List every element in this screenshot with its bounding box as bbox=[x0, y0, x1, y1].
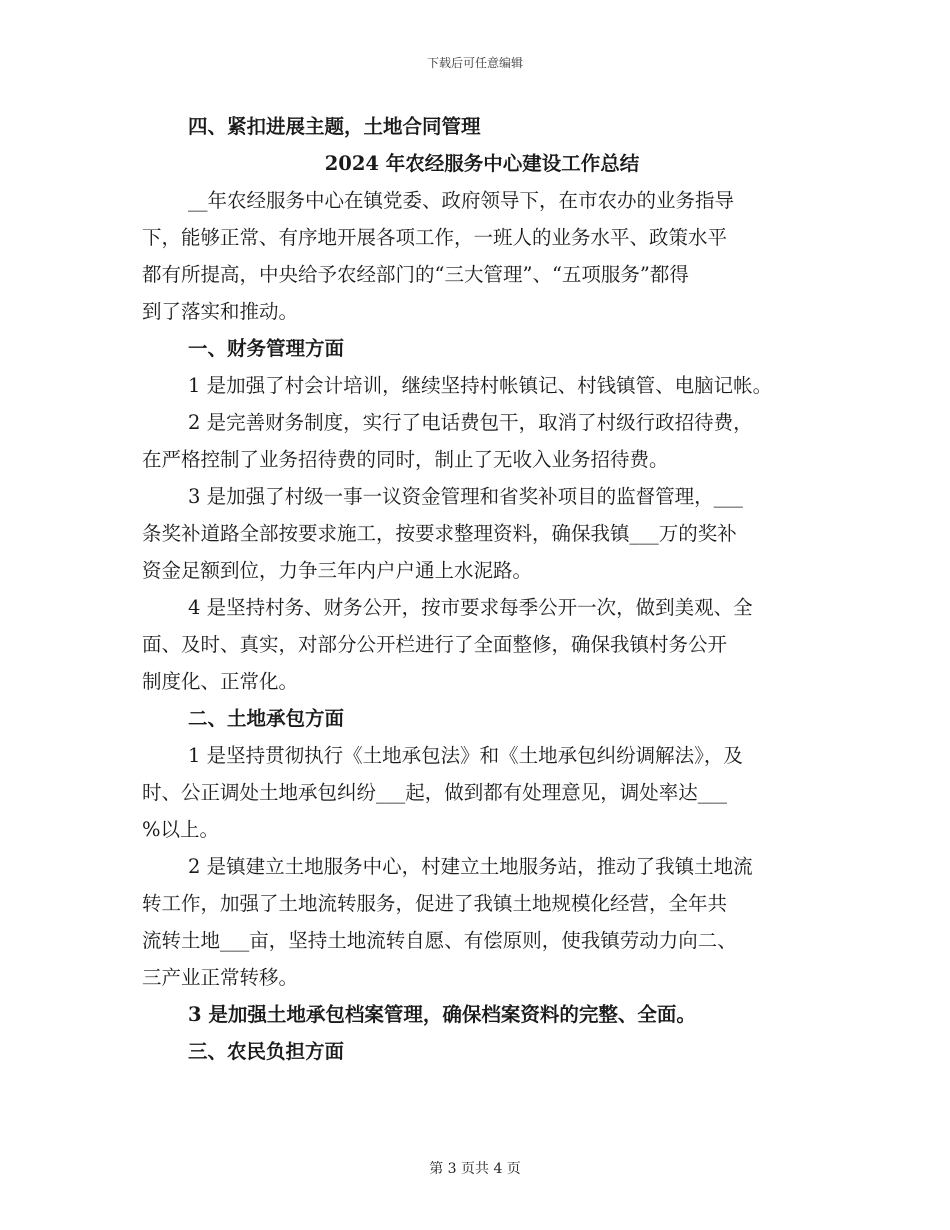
paragraph-line: 2 是完善财务制度，实行了电话费包干，取消了村级行政招待费， bbox=[188, 411, 753, 434]
document-title: 2024 年农经服务中心建设工作总结 bbox=[324, 152, 640, 175]
paragraph-line: 4 是坚持村务、财务公开，按市要求每季公开一次，做到美观、全 bbox=[188, 596, 753, 619]
paragraph-line: 在严格控制了业务招待费的同时，制止了无收入业务招待费。 bbox=[142, 448, 669, 471]
section-heading: 二、土地承包方面 bbox=[188, 707, 345, 730]
section-heading: 三、农民负担方面 bbox=[188, 1040, 345, 1063]
paragraph-line: __年农经服务中心在镇党委、政府领导下，在市农办的业务指导 bbox=[188, 189, 735, 212]
paragraph-line: 1 是坚持贯彻执行《土地承包法》和《土地承包纠纷调解法》，及 bbox=[188, 744, 743, 767]
paragraph-line: 三产业正常转移。 bbox=[142, 966, 299, 989]
paragraph-line: 1 是加强了村会计培训，继续坚持村帐镇记、村钱镇管、电脑记帐。 bbox=[188, 374, 773, 397]
paragraph-line: 到了落实和推动。 bbox=[142, 300, 299, 323]
paragraph-line: 制度化、正常化。 bbox=[142, 670, 299, 693]
document-body bbox=[142, 108, 822, 1070]
page-footer: 第 3 页共 4 页 bbox=[429, 1161, 521, 1177]
paragraph-line: 2 是镇建立土地服务中心，村建立土地服务站，推动了我镇土地流 bbox=[188, 855, 753, 878]
paragraph-line: 条奖补道路全部按要求施工，按要求整理资料，确保我镇___万的奖补 bbox=[142, 522, 737, 545]
page-header: 下载后可任意编辑 bbox=[426, 56, 523, 70]
section-heading: 一、财务管理方面 bbox=[188, 337, 345, 360]
paragraph-line: 时、公正调处土地承包纠纷___起，做到都有处理意见，调处率达___ bbox=[142, 781, 728, 804]
paragraph-line: 面、及时、真实，对部分公开栏进行了全面整修，确保我镇村务公开 bbox=[142, 633, 728, 656]
paragraph-line: 资金足额到位，力争三年内户户通上水泥路。 bbox=[142, 559, 533, 582]
paragraph-line: 下，能够正常、有序地开展各项工作，一班人的业务水平、政策水平 bbox=[142, 226, 728, 249]
paragraph-line: 3 是加强土地承包档案管理，确保档案资料的完整、全面。 bbox=[188, 1003, 696, 1026]
paragraph-line: 流转土地___亩，坚持土地流转自愿、有偿原则，使我镇劳动力向二、 bbox=[142, 929, 737, 952]
paragraph-line: 转工作，加强了土地流转服务，促进了我镇土地规模化经营，全年共 bbox=[142, 892, 728, 915]
paragraph-line: 都有所提高，中央给予农经部门的“三大管理”、“五项服务”都得 bbox=[142, 263, 689, 286]
paragraph-line: 3 是加强了村级一事一议资金管理和省奖补项目的监督管理，___ bbox=[188, 485, 743, 508]
paragraph-line: %以上。 bbox=[142, 818, 220, 841]
section-heading: 四、紧扣进展主题，土地合同管理 bbox=[188, 115, 481, 138]
